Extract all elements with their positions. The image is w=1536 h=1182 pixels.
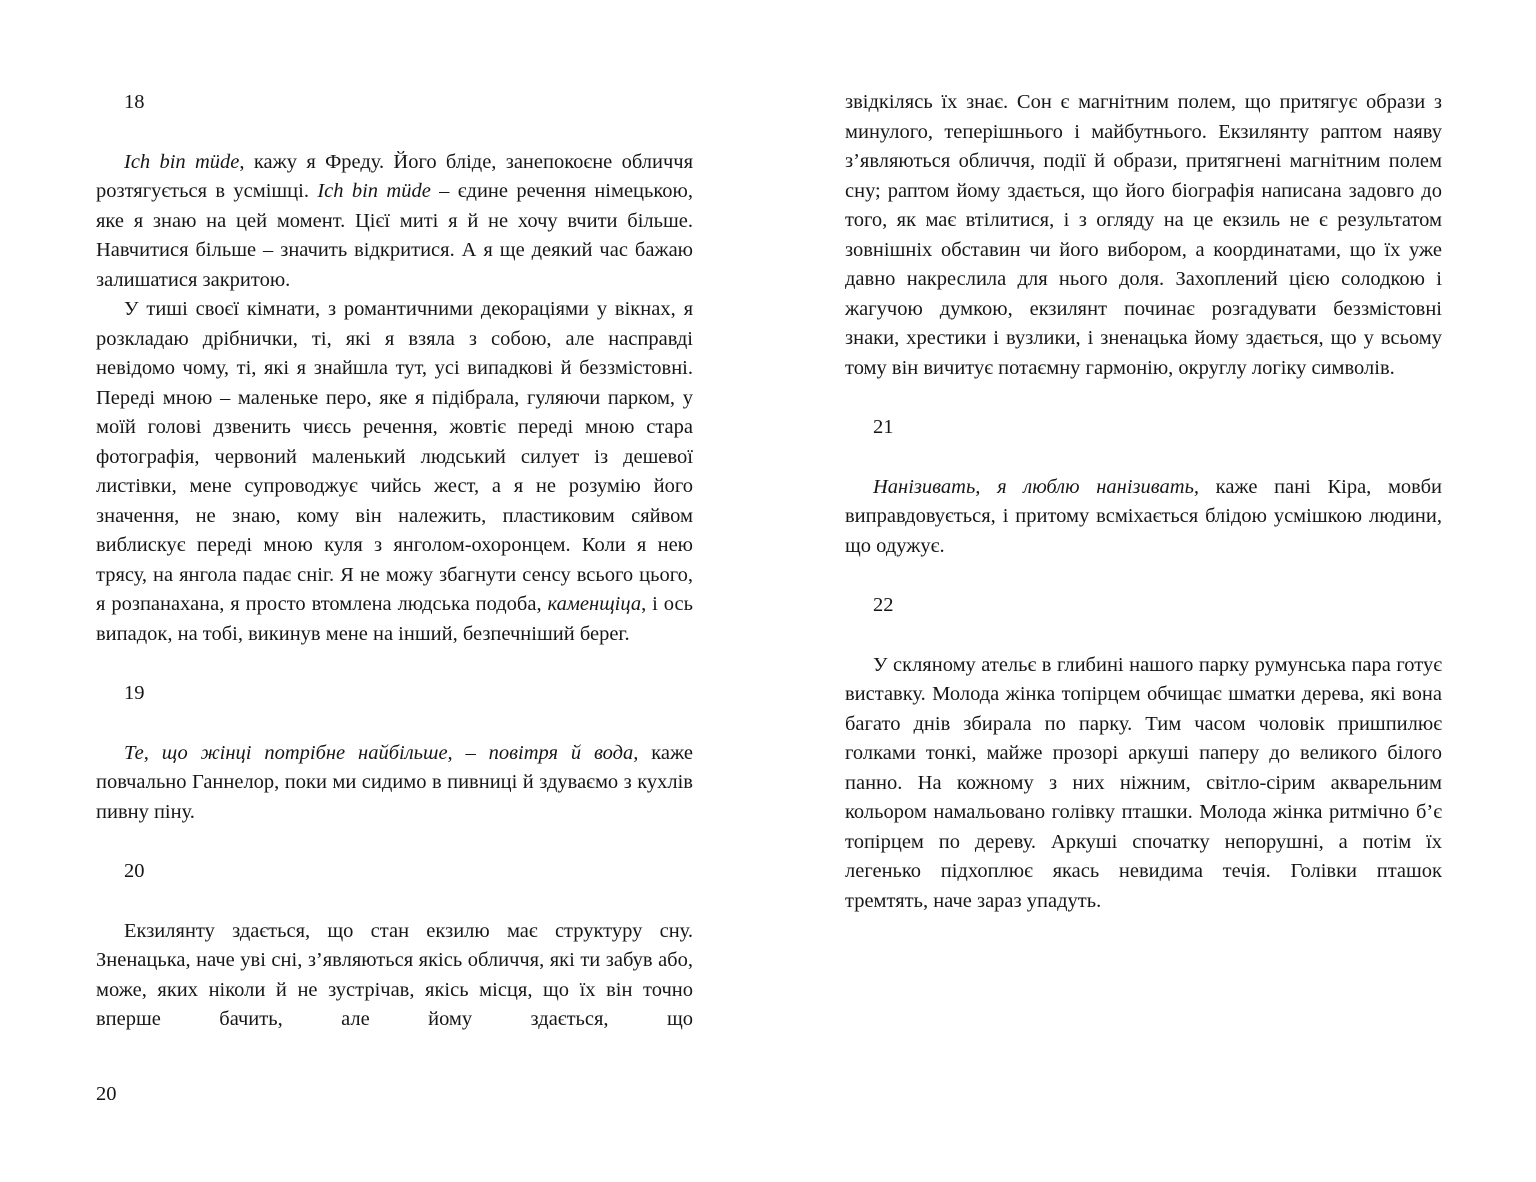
text-segment: Екзилянту здається, що стан екзилю має структуру сну. Зненацька, наче уві сні, з’являються якісь обличчя, які ти забув або, може, яких ніколи й не зустрічав, якісь місця, що їх він точно вперше бачить, але йому здається, що: [96, 919, 693, 1030]
text-segment: каже пані Кіра, мовби виправдовується, і притому всміхається блідою усмішкою людини, що одужує.: [845, 475, 1442, 557]
paragraph-section-20: [96, 917, 693, 1035]
section-number-19: 19: [124, 682, 145, 704]
paragraph-section-18-1: [96, 148, 693, 296]
text-segment: У скляному ательє в глибині нашого парку румунська пара готує виставку. Молода жінка топірцем обчищає шматки дерева, які вона багато днів збирала по парку. Тим часом чоловік пришпилює голками тонкі, майже прозорі аркуші паперу до великого білого панно. На кожному з них ніжним, світло-сірим акварельним кольором намальовано голівку пташки. Молода жінка ритмічно б’є топірцем по дереву. Аркуші спочатку непорушні, а потім їх легенько підхоплює якась невидима течія. Голівки пташок тремтять, наче зараз упадуть.: [845, 653, 1442, 912]
page-number: 20: [96, 1083, 117, 1105]
text-segment: каже повчально Ганнелор, поки ми сидимо в пивниці й здуваємо з кухлів пивну піну.: [96, 741, 693, 823]
paragraph-section-21: [845, 473, 1442, 562]
text-segment: , і ось випадок, на тобі, викинув мене на інший, безпечніший берег.: [96, 593, 693, 645]
left-page-text-column: [96, 88, 693, 1035]
text-segment: звідкілясь їх знає. Сон є магнітним полем, що притягує образи з минулого, теперішнього і майбутнього. Екзилянту раптом наяву з’являються обличчя, події й образи, притягнені магнітним полем сну; раптом йому здається, що його біографія написана задовго до того, як має втілитися, і з огляду на це екзиль не є результатом зовнішніх обставин чи його вибором, а координатами, що їх уже давно накреслила для нього доля. Захоплений цією солодкою і жагучою думкою, екзилянт починає розгадувати беззмістовні знаки, хрестики і вузлики, і зненацька йому здається, що у всьому тому він вичитує потаємну гармонію, округлу логіку символів.: [845, 91, 1442, 379]
paragraph-section-18-2: [96, 295, 693, 649]
section-number-22: 22: [873, 594, 894, 616]
text-segment: , кажу я Фреду. Його бліде, занепокоєне обличчя розтягується в усмішці.: [96, 150, 693, 202]
paragraph-section-20-continuation: [845, 88, 1442, 383]
text-segment-italic: Нанізивать, я люблю нанізивать,: [873, 475, 1200, 498]
section-number-18: 18: [124, 91, 145, 113]
section-number-21: 21: [873, 416, 894, 438]
text-segment-italic: Ich bin müde: [317, 180, 431, 202]
text-segment-italic: Те, що жінці потрібне найбільше, – повітря й вода,: [124, 741, 639, 764]
section-number-20: 20: [124, 860, 145, 882]
text-segment: У тиші своєї кімнати, з романтичними декораціями у вікнах, я розкладаю дрібнички, ті, які я взяла з собою, але насправді невідомо чому, ті, які я знайшла тут, усі випадкові й беззмістовні. Переді мною – маленьке перо, яке я підібрала, гуляючи парком, у моїй голові дзвенить чиєсь речення, жовтіє переді мною стара фотографія, червоний маленький людський силует із дешевої листівки, мене супроводжує чийсь жест, а я не розумію його значення, не знаю, кому він належить, пластиковим сяйвом виблискує переді мною куля з янголом-охоронцем. Коли я нею трясу, на янгола падає сніг. Я не можу збагнути сенсу всього цього, я розпанахана, я просто втомлена людська подоба,: [96, 298, 693, 615]
text-segment-italic: каменщіца: [547, 593, 642, 615]
paragraph-section-22: [845, 651, 1442, 917]
text-segment: – єдине речення німецькою, яке я знаю на цей момент. Цієї миті я й не хочу вчити більше. Навчитися більше – значить відкритися. А я ще деякий час бажаю залишатися закритою.: [96, 180, 693, 291]
paragraph-section-19: [96, 739, 693, 828]
text-segment-italic: Ich bin müde: [124, 150, 240, 173]
right-page-text-column: [845, 88, 1442, 916]
